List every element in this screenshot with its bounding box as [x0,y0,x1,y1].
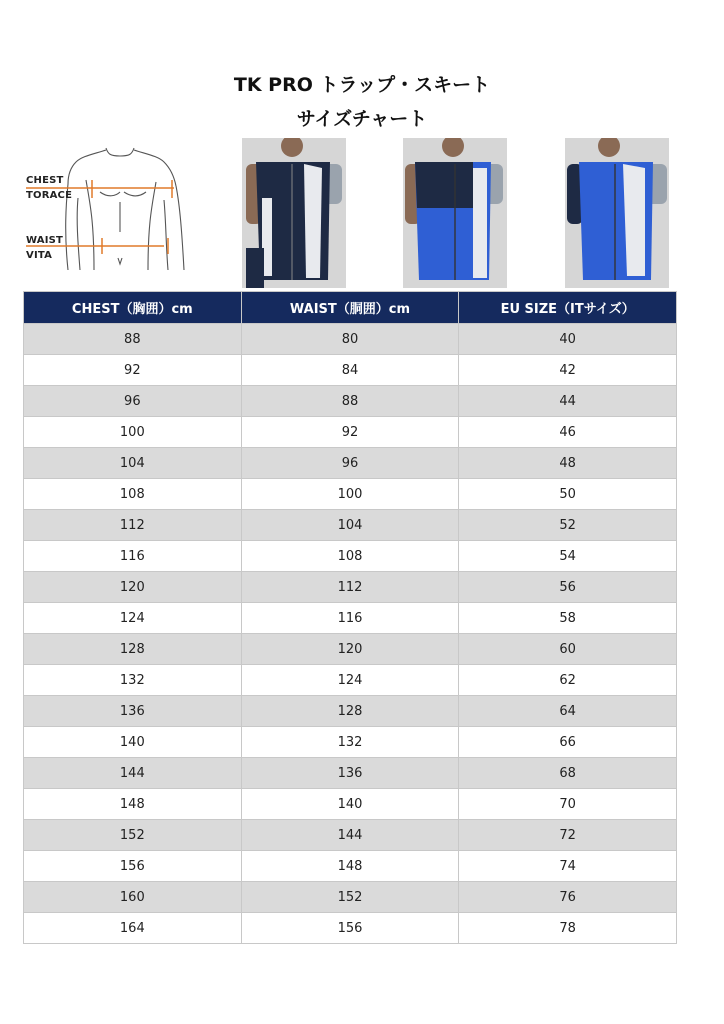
eu-size-cell: 54 [459,541,677,572]
size-chart-table [23,291,677,944]
eu-size-cell: 52 [459,510,677,541]
eu-size-cell: 72 [459,820,677,851]
eu-size-cell: 74 [459,851,677,882]
table-row [24,603,677,634]
table-row [24,510,677,541]
table-row [24,572,677,603]
vest-photo-navy-blue [403,138,507,288]
vest-navy-blue-icon [403,138,507,288]
waist-cell: 120 [241,634,459,665]
table-row [24,479,677,510]
waist-cell: 92 [241,417,459,448]
table-body [24,324,677,944]
chest-cell: 148 [24,789,242,820]
chest-cell: 164 [24,913,242,944]
vest-photo-blue [565,138,669,288]
chest-cell: 156 [24,851,242,882]
table-row [24,913,677,944]
body-measurement-diagram [24,140,216,272]
chest-cell: 136 [24,696,242,727]
table-row [24,727,677,758]
chest-cell: 140 [24,727,242,758]
column-header-chest: CHEST（胸囲）cm [24,292,242,324]
waist-cell: 124 [241,665,459,696]
table-row [24,665,677,696]
eu-size-cell: 64 [459,696,677,727]
column-header-eu-size: EU SIZE（ITサイズ） [459,292,677,324]
waist-cell: 132 [241,727,459,758]
chest-cell: 144 [24,758,242,789]
eu-size-cell: 60 [459,634,677,665]
chest-cell: 124 [24,603,242,634]
table-row [24,541,677,572]
waist-cell: 80 [241,324,459,355]
eu-size-cell: 76 [459,882,677,913]
chest-label: CHEST [26,175,64,186]
column-header-waist: WAIST（胴囲）cm [241,292,459,324]
waist-cell: 84 [241,355,459,386]
waist-cell: 116 [241,603,459,634]
waist-cell: 96 [241,448,459,479]
waist-cell: 140 [241,789,459,820]
vita-label: VITA [26,250,53,261]
chest-cell: 120 [24,572,242,603]
vest-blue-icon [565,138,669,288]
eu-size-cell: 78 [459,913,677,944]
eu-size-cell: 66 [459,727,677,758]
waist-label: WAIST [26,235,64,246]
waist-cell: 108 [241,541,459,572]
table-row [24,634,677,665]
torso-outline-icon [24,140,216,272]
eu-size-cell: 58 [459,603,677,634]
waist-cell: 112 [241,572,459,603]
eu-size-cell: 44 [459,386,677,417]
waist-cell: 156 [241,913,459,944]
table-row [24,386,677,417]
waist-cell: 128 [241,696,459,727]
table-row [24,851,677,882]
waist-cell: 144 [241,820,459,851]
eu-size-cell: 68 [459,758,677,789]
eu-size-cell: 46 [459,417,677,448]
table-row [24,820,677,851]
waist-cell: 148 [241,851,459,882]
waist-cell: 100 [241,479,459,510]
page-subtitle: サイズチャート [296,108,428,130]
table-row [24,324,677,355]
chest-cell: 100 [24,417,242,448]
chest-cell: 88 [24,324,242,355]
eu-size-cell: 56 [459,572,677,603]
vest-navy-icon [242,138,346,288]
eu-size-cell: 40 [459,324,677,355]
eu-size-cell: 42 [459,355,677,386]
eu-size-cell: 48 [459,448,677,479]
table-row [24,448,677,479]
eu-size-cell: 70 [459,789,677,820]
table-row [24,789,677,820]
eu-size-cell: 62 [459,665,677,696]
table-row [24,417,677,448]
torace-label: TORACE [26,190,73,201]
eu-size-cell: 50 [459,479,677,510]
table-row [24,355,677,386]
page-title: TK PRO トラップ・スキート [233,74,491,96]
chest-cell: 128 [24,634,242,665]
table-header-row [24,292,677,324]
waist-cell: 136 [241,758,459,789]
chest-cell: 132 [24,665,242,696]
vest-photo-navy [242,138,346,288]
chest-cell: 112 [24,510,242,541]
chest-cell: 160 [24,882,242,913]
waist-cell: 152 [241,882,459,913]
chest-cell: 108 [24,479,242,510]
chest-cell: 96 [24,386,242,417]
chest-cell: 116 [24,541,242,572]
table-row [24,882,677,913]
waist-cell: 88 [241,386,459,417]
chest-cell: 152 [24,820,242,851]
chest-cell: 104 [24,448,242,479]
table-row [24,696,677,727]
waist-cell: 104 [241,510,459,541]
chest-cell: 92 [24,355,242,386]
table-row [24,758,677,789]
